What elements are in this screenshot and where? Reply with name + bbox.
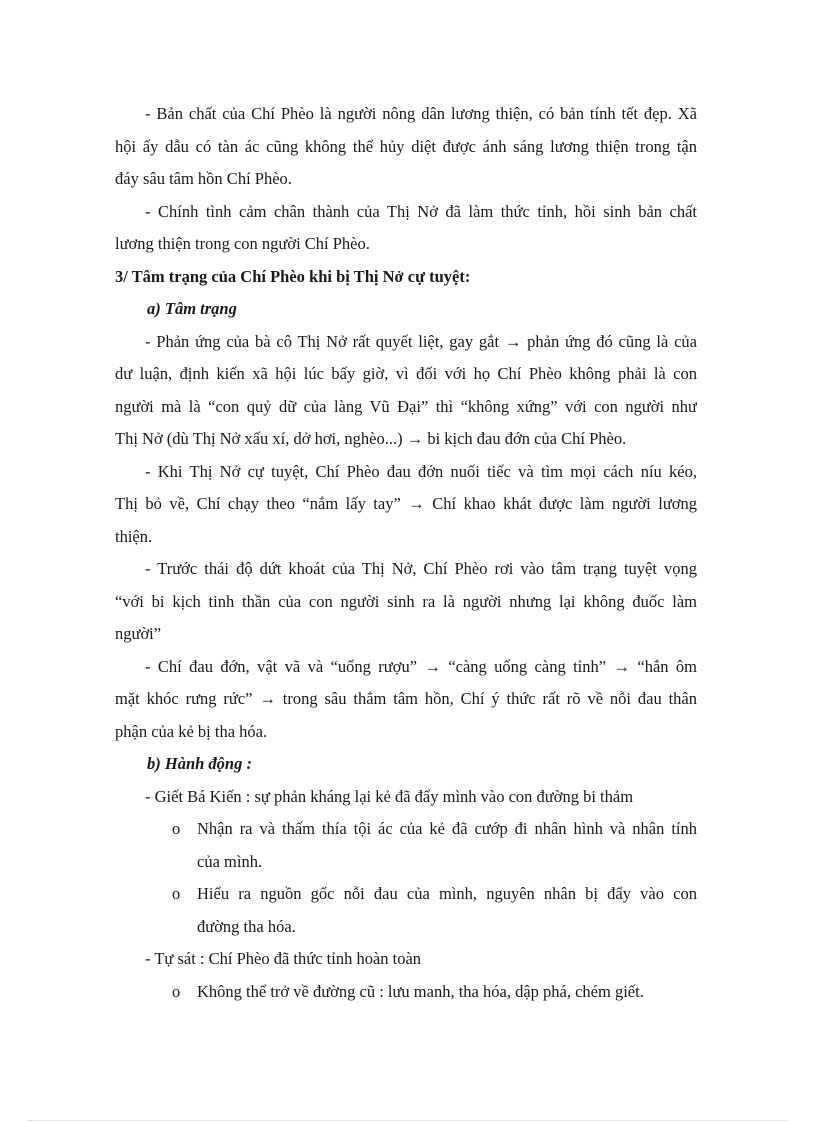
bullet-marker: o — [172, 819, 181, 838]
bullet-line — [115, 878, 697, 911]
text-line: - Bản chất của Chí Phèo là người nông dân lương thiện, có bản tính tết đẹp. Xã — [145, 104, 697, 123]
text-line: đáy sâu tâm hồn Chí Phèo. — [115, 169, 292, 188]
text-line: - Phản ứng của bà cô Thị Nở rất quyết liệt, gay gắt → phản ứng đó cũng là của — [145, 331, 697, 351]
text-line: - Khi Thị Nở cự tuyệt, Chí Phèo đau đớn nuối tiếc và tìm mọi cách níu kéo, — [145, 461, 697, 481]
section-heading: 3/ Tâm trạng của Chí Phèo khi bị Thị Nở cự tuyệt: — [115, 266, 471, 286]
bullet-line — [115, 976, 697, 1009]
bullet-item — [115, 878, 697, 943]
text-line: mặt khóc rưng rức” → trong sâu thẳm tâm hồn, Chí ý thức rất rõ về nỗi đau thân — [115, 689, 697, 708]
bullet-text: đường tha hóa. — [197, 916, 296, 936]
bullet-marker: o — [172, 981, 181, 1001]
bullet-text: của mình. — [197, 851, 263, 871]
bullet-item — [115, 813, 697, 878]
text-line: - Chí đau đớn, vật vã và “uống rượu” → “càng uống càng tỉnh” → “hắn ôm — [145, 656, 697, 676]
text-line: Thị Nở (dù Thị Nở xấu xí, dở hơi, nghèo...) → bi kịch đau đớn của Chí Phèo. — [115, 429, 627, 448]
bullet-text: Không thể trở về đường cũ : lưu manh, tha hóa, dập phá, chém giết. — [197, 981, 644, 1001]
text-line: người mà là “con quỷ dữ của làng Vũ Đại” thì “không xứng” với con người như — [115, 396, 697, 416]
bullet-line — [115, 813, 697, 846]
paragraph-ban-chat — [115, 98, 697, 196]
paragraph-cu-tuyet — [115, 456, 697, 554]
subsection-heading-b: b) Hành động : — [147, 754, 252, 773]
document-body — [115, 98, 697, 1008]
text-line: dư luận, định kiến xã hội lúc bấy giờ, vì đối với họ Chí Phèo không phải là con — [115, 364, 697, 383]
subsection-heading-a: a) Tâm trạng — [147, 299, 237, 318]
text-line: “với bi kịch tinh thần của con người sinh ra là người nhưng lại không đuốc làm — [115, 591, 697, 611]
text-line: - Chính tình cảm chân thành của Thị Nở đã làm thức tỉnh, hồi sinh bản chất — [145, 201, 697, 221]
text-line: - Trước thái độ dứt khoát của Thị Nở, Chí Phèo rơi vào tâm trạng tuyệt vọng — [145, 559, 697, 578]
paragraph-dau-don — [115, 651, 697, 749]
bullet-text: Hiểu ra nguồn gốc nỗi đau của mình, nguyên nhân bị đẩy vào con — [197, 884, 697, 903]
bullet-item — [115, 976, 697, 1009]
bullet-text: Nhận ra và thấm thía tội ác của kẻ đã cướp đi nhân hình và nhân tính — [197, 819, 697, 838]
text-line: lương thiện trong con người Chí Phèo. — [115, 234, 370, 253]
page-bottom-rule — [28, 1120, 788, 1121]
bullet-marker: o — [172, 884, 181, 903]
text-line: người” — [115, 624, 162, 643]
paragraph-tuyet-vong — [115, 553, 697, 651]
text-line: thiện. — [115, 526, 153, 546]
list-item-giet-ba-kien: - Giết Bá Kiến : sự phản kháng lại kẻ đã đẩy mình vào con đường bi thảm — [145, 786, 634, 806]
text-line: phận của kẻ bị tha hóa. — [115, 721, 268, 741]
text-line: hội ấy dẫu có tàn ác cũng không thể hủy diệt được ánh sáng lương thiện trong tận — [115, 136, 697, 156]
paragraph-tinh-cam — [115, 196, 697, 261]
paragraph-phan-ung — [115, 326, 697, 456]
list-item-tu-sat: - Tự sát : Chí Phèo đã thức tỉnh hoàn toàn — [145, 949, 422, 968]
text-line: Thị bỏ về, Chí chạy theo “nắm lấy tay” → Chí khao khát được làm người lương — [115, 494, 697, 513]
